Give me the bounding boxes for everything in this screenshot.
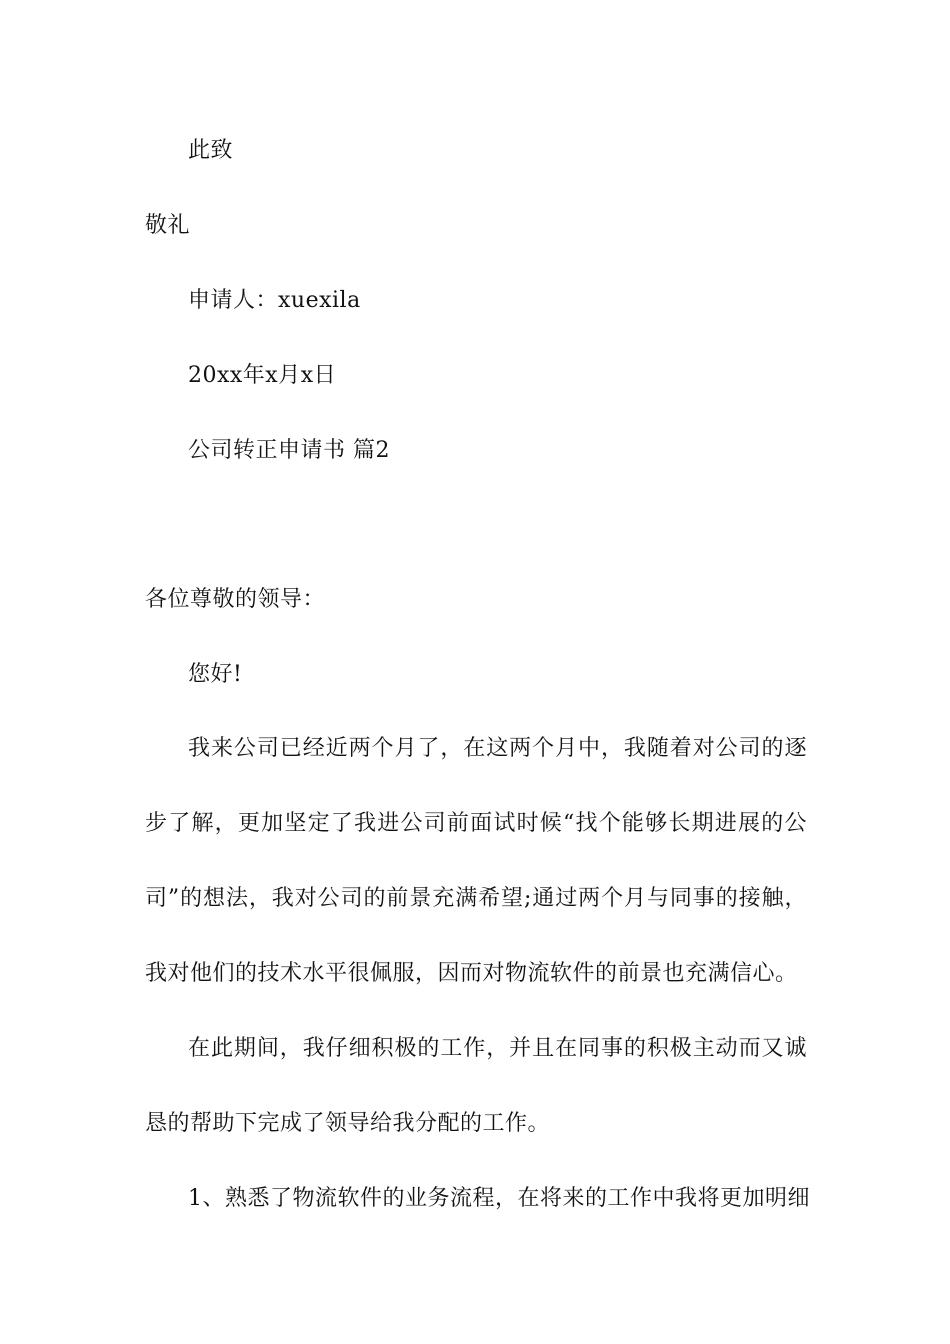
item1-line: 1、熟悉了物流软件的业务流程，在将来的工作中我将更加明细 — [188, 1186, 810, 1211]
paragraph1-line-3: 司”的想法，我对公司的前景充满希望;通过两个月与同事的接触， — [145, 886, 807, 911]
paragraph1-line-2: 步了解，更加坚定了我进公司前面试时候“找个能够长期进展的公 — [145, 811, 807, 836]
salute-line: 敬礼 — [145, 213, 191, 238]
closing-line: 此致 — [188, 138, 234, 163]
paragraph2-line-1: 在此期间，我仔细积极的工作，并且在同事的积极主动而又诚 — [188, 1036, 807, 1061]
applicant-line: 申请人：xuexila — [188, 288, 361, 313]
paragraph1-line-4: 我对他们的技术水平很佩服，因而对物流软件的前景也充满信心。 — [145, 961, 798, 986]
date-line: 20xx年x月x日 — [188, 363, 337, 388]
paragraph1-line-1: 我来公司已经近两个月了，在这两个月中，我随着对公司的逐 — [188, 736, 807, 761]
greeting-line: 您好! — [188, 662, 243, 687]
paragraph2-line-2: 恳的帮助下完成了领导给我分配的工作。 — [145, 1111, 551, 1136]
greeting-to-line: 各位尊敬的领导： — [145, 587, 326, 612]
section-title: 公司转正申请书 篇2 — [188, 438, 390, 463]
